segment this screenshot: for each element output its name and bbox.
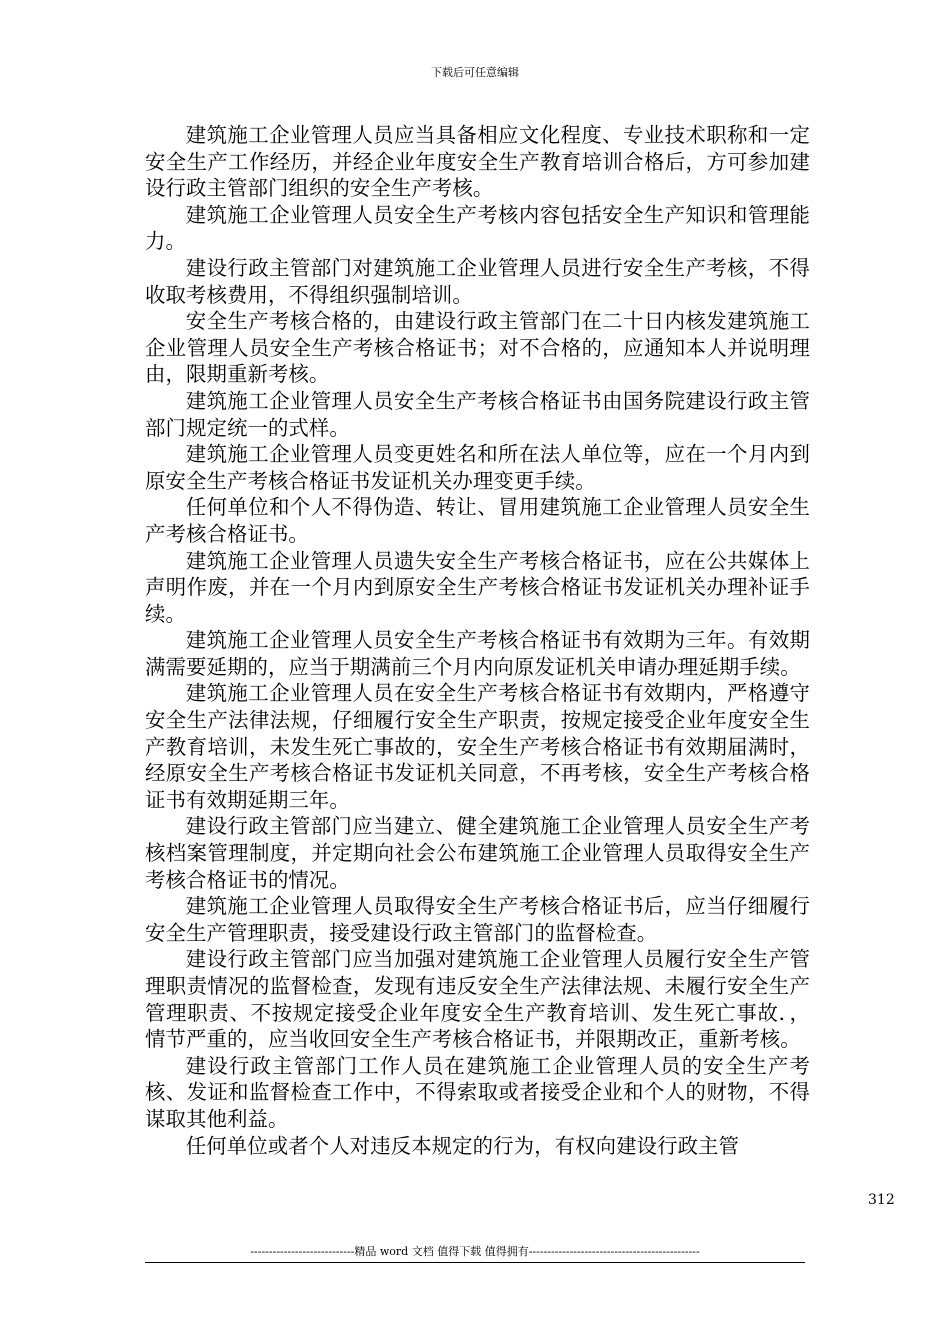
paragraph-1: 建筑施工企业管理人员应当具备相应文化程度、专业技术职称和一定安全生产工作经历，并经企业年度安全生产教育培训合格后，方可参加建设行政主管部门组织的安全生产考核。: [145, 123, 810, 201]
paragraph-11: 建设行政主管部门应当建立、健全建筑施工企业管理人员安全生产考核档案管理制度，并定期向社会公布建筑施工企业管理人员取得安全生产考核合格证书的情况。: [145, 814, 810, 892]
paragraph-6: 建筑施工企业管理人员变更姓名和所在法人单位等，应在一个月内到原安全生产考核合格证书发证机关办理变更手续。: [145, 442, 810, 493]
footer-note: ----------------------------精品 word 文档 值得下载 值得拥有----------------------------------------------: [250, 1245, 700, 1258]
page-number: 312: [868, 1192, 895, 1208]
paragraph-10: 建筑施工企业管理人员在安全生产考核合格证书有效期内，严格遵守安全生产法律法规，仔细履行安全生产职责，按规定接受企业年度安全生产教育培训，未发生死亡事故的，安全生产考核合格证书有效期届满时，经原安全生产考核合格证书发证机关同意，不再考核，安全生产考核合格证书有效期延期三年。: [145, 681, 810, 812]
paragraph-5: 建筑施工企业管理人员安全生产考核合格证书由国务院建设行政主管部门规定统一的式样。: [145, 388, 810, 440]
paragraph-8: 建筑施工企业管理人员遗失安全生产考核合格证书，应在公共媒体上声明作废，并在一个月内到原安全生产考核合格证书发证机关办理补证手续。: [145, 548, 810, 626]
paragraph-14: 建设行政主管部门工作人员在建筑施工企业管理人员的安全生产考核、发证和监督检查工作中，不得索取或者接受企业和个人的财物，不得谋取其他利益。: [145, 1053, 810, 1131]
paragraph-4: 安全生产考核合格的，由建设行政主管部门在二十日内核发建筑施工企业管理人员安全生产考核合格证书；对不合格的，应通知本人并说明理由，限期重新考核。: [145, 309, 810, 387]
paragraph-13: 建设行政主管部门应当加强对建筑施工企业管理人员履行安全生产管理职责情况的监督检查，发现有违反安全生产法律法规、未履行安全生产管理职责、不按规定接受企业年度安全生产教育培训、发生死亡事故．，情节严重的，应当收回安全生产考核合格证书，并限期改正，重新考核。: [145, 947, 810, 1052]
paragraph-2: 建筑施工企业管理人员安全生产考核内容包括安全生产知识和管理能力。: [145, 202, 810, 254]
header-note: 下载后可任意编辑: [431, 66, 519, 79]
footer-rule: [145, 1262, 805, 1263]
paragraph-9: 建筑施工企业管理人员安全生产考核合格证书有效期为三年。有效期满需要延期的，应当于期满前三个月内向原发证机关申请办理延期手续。: [145, 628, 810, 679]
paragraph-12: 建筑施工企业管理人员取得安全生产考核合格证书后，应当仔细履行安全生产管理职责，接受建设行政主管部门的监督检查。: [145, 894, 810, 945]
paragraph-7: 任何单位和个人不得伪造、转让、冒用建筑施工企业管理人员安全生产考核合格证书。: [145, 495, 810, 546]
document-body: [145, 122, 810, 1159]
paragraph-3: 建设行政主管部门对建筑施工企业管理人员进行安全生产考核，不得收取考核费用，不得组织强制培训。: [145, 255, 810, 307]
paragraph-15: 任何单位或者个人对违反本规定的行为，有权向建设行政主管: [185, 1133, 740, 1158]
